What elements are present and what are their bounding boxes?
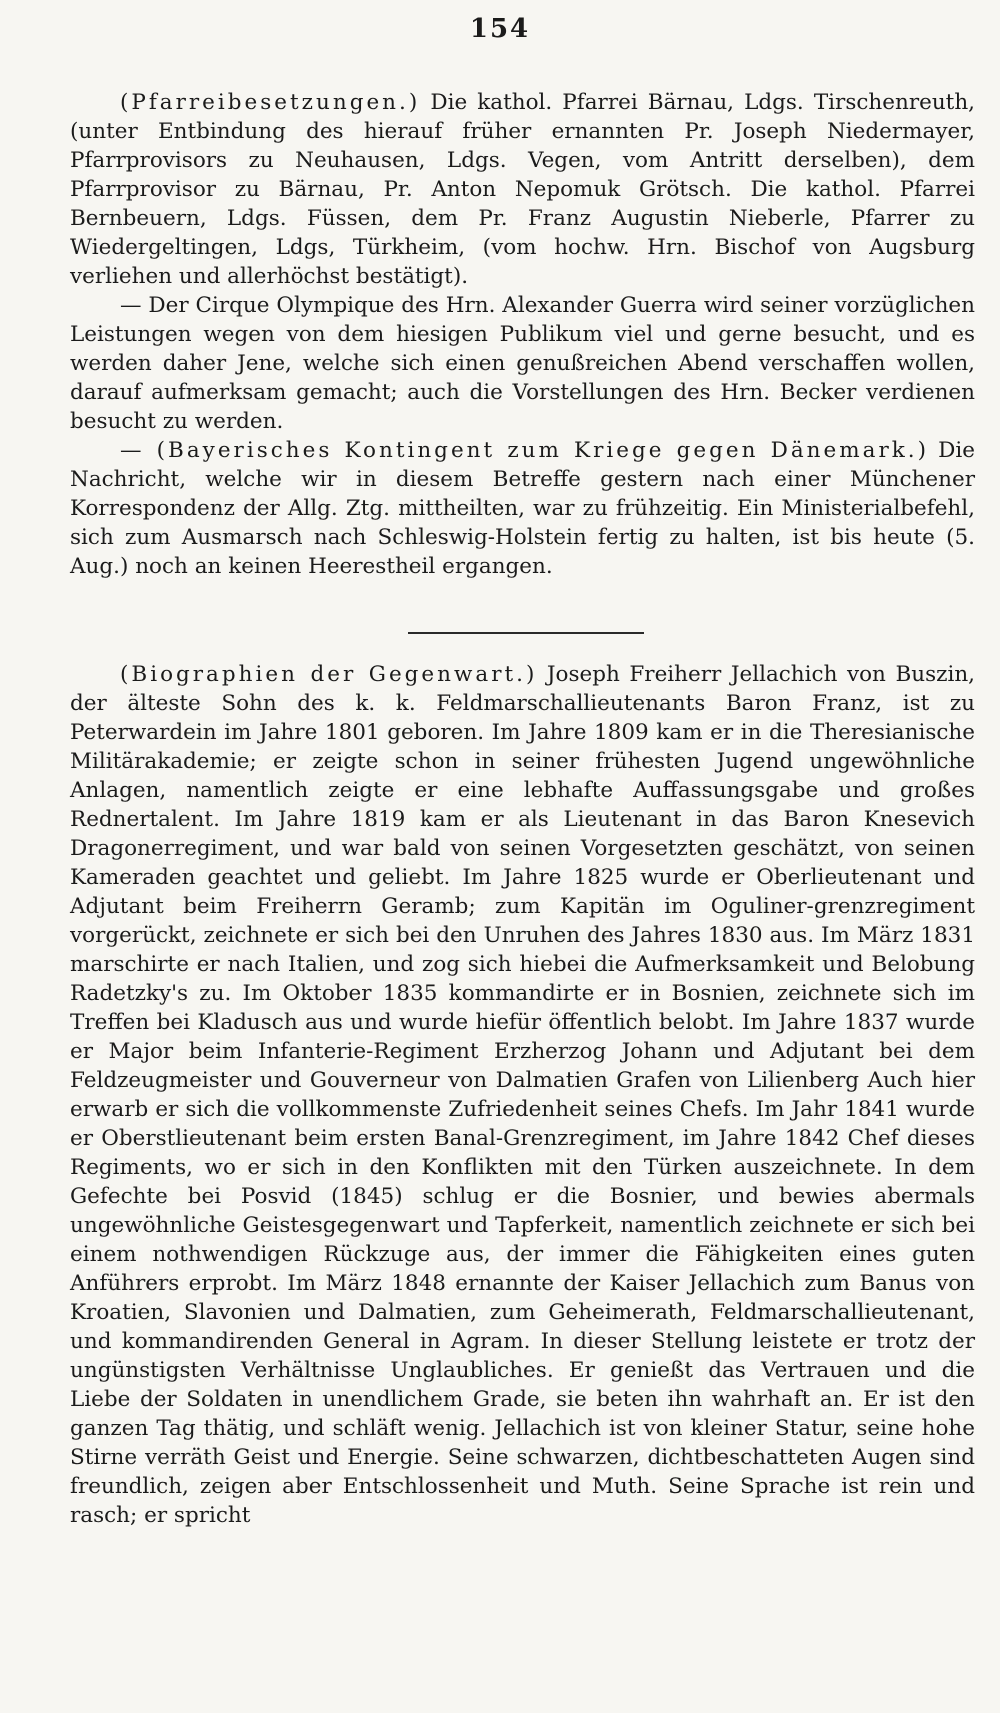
page-number: 154 bbox=[469, 14, 531, 44]
section-divider bbox=[408, 632, 644, 634]
news-paragraph-contingent bbox=[70, 436, 975, 581]
news-text-circus: — Der Cirque Olympique des Hrn. Alexander Guerra wird seiner vorzüglichen Leistungen wegen von dem hiesigen Publikum viel und gerne besucht, und es werden daher Jene, welche sich einen genußreichen Abend verschaffen wollen, darauf aufmerksam gemacht; auch die Vorstellungen des Hrn. Becker verdienen besucht zu werden. bbox=[70, 293, 975, 434]
biography-section bbox=[70, 660, 975, 1530]
news-heading-contingent: — (Bayerisches Kontingent zum Kriege gegen Dänemark.) bbox=[120, 438, 929, 463]
news-section bbox=[70, 88, 975, 581]
biography-paragraph bbox=[70, 660, 975, 1530]
news-paragraph-circus bbox=[70, 291, 975, 436]
news-paragraph-parishes bbox=[70, 88, 975, 291]
biography-heading: (Biographien der Gegenwart.) bbox=[120, 662, 538, 687]
news-text-contingent: Die Nachricht, welche wir in diesem Betreffe gestern nach einer Münchener Korrespondenz der Allg. Ztg. mittheilten, war zu frühzeitig. Ein Ministerialbefehl, sich zum Ausmarsch nach Schleswig-Holstein fertig zu halten, ist bis heute (5. Aug.) noch an keinen Heerestheil ergangen. bbox=[70, 438, 976, 579]
biography-text: Joseph Freiherr Jellachich von Buszin, der älteste Sohn des k. k. Feldmarschallieutenants Baron Franz, ist zu Peterwardein im Jahre 1801 geboren. Im Jahre 1809 kam er in die Theresianische Militärakademie; er zeigte schon in seiner frühesten Jugend ungewöhnliche Anlagen, namentlich zeigte er eine lebhafte Auffassungsgabe und großes Rednertalent. Im Jahre 1819 kam er als Lieutenant in das Baron Knesevich Dragonerregiment, und war bald von seinen Vorgesetzten geschätzt, von seinen Kameraden geachtet und geliebt. Im Jahre 1825 wurde er Oberlieutenant und Adjutant beim Freiherrn Geramb; zum Kapitän im Oguliner-grenzregiment vorgerückt, zeichnete er sich bei den Unruhen des Jahres 1830 aus. Im März 1831 marschirte er nach Italien, und zog sich hiebei die Aufmerksamkeit und Belobung Radetzky's zu. Im Oktober 1835 kommandirte er in Bosnien, zeichnete sich im Treffen bei Kladusch aus und wurde hiefür öffentlich belobt. Im Jahre 1837 wurde er Major beim Infanterie-Regiment Erzherzog Johann und Adjutant bei dem Feldzeugmeister und Gouverneur von Dalmatien Grafen von Lilienberg Auch hier erwarb er sich die vollkommenste Zufriedenheit seines Chefs. Im Jahr 1841 wurde er Oberstlieutenant beim ersten Banal-Grenzregiment, im Jahre 1842 Chef dieses Regiments, wo er sich in den Konflikten mit den Türken auszeichnete. In dem Gefechte bei Posvid (1845) schlug er die Bosnier, und bewies abermals ungewöhnliche Geistesgegenwart und Tapferkeit, namentlich zeichnete er sich bei einem nothwendigen Rückzuge aus, der immer die Fähigkeiten eines guten Anführers erprobt. Im März 1848 ernannte der Kaiser Jellachich zum Banus von Kroatien, Slavonien und Dalmatien, zum Geheimerath, Feldmarschallieutenant, und kommandirenden General in Agram. In dieser Stellung leistete er trotz der ungünstigsten Verhältnisse Unglaubliches. Er genießt das Vertrauen und die Liebe der Soldaten in unendlichem Grade, sie beten ihn wahrhaft an. Er ist den ganzen Tag thätig, und schläft wenig. Jellachich ist von kleiner Statur, seine hohe Stirne verräth Geist und Energie. Seine schwarzen, dichtbeschatteten Augen sind freundlich, zeigen aber Entschlossenheit und Muth. Seine Sprache ist rein und rasch; er spricht bbox=[70, 662, 976, 1528]
news-heading-parishes: (Pfarreibesetzungen.) bbox=[120, 90, 421, 115]
news-text-parishes: Die kathol. Pfarrei Bärnau, Ldgs. Tirschenreuth, (unter Entbindung des hierauf früher ernannten Pr. Joseph Niedermayer, Pfarrprovisors zu Neuhausen, Ldgs. Vegen, vom Antritt derselben), dem Pfarrprovisor zu Bärnau, Pr. Anton Nepomuk Grötsch. Die kathol. Pfarrei Bernbeuern, Ldgs. Füssen, dem Pr. Franz Augustin Nieberle, Pfarrer zu Wiedergeltingen, Ldgs, Türkheim, (vom hochw. Hrn. Bischof von Augsburg verliehen und allerhöchst bestätigt). bbox=[70, 90, 975, 289]
